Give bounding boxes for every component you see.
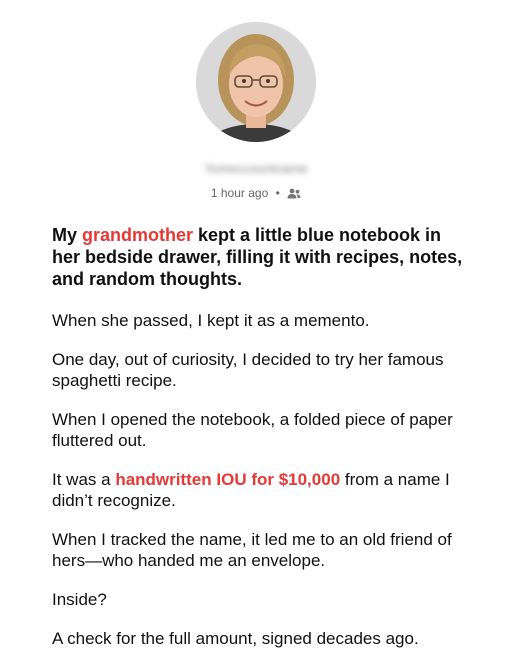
paragraph [52,469,468,511]
author-name[interactable]: Yomeccountname [204,161,308,176]
friends-icon [287,188,301,202]
post-body [52,224,468,667]
paragraph-text-start: It was a [52,470,116,489]
post-lead [52,224,468,290]
lead-text-end: kept a little blue notebook in her bedside drawer, filling it with recipes, notes, and random thoughts. [52,225,463,289]
avatar[interactable] [196,22,316,142]
iou-highlight: handwritten IOU for $10,000 [115,470,341,489]
post-time[interactable]: 1 hour ago [210,186,269,200]
paragraph-text-end: from a name I didn’t recognize. [52,470,450,510]
author-row [0,160,512,178]
paragraph: One day, out of curiosity, I decided to try her famous spaghetti recipe. [52,350,444,390]
paragraph: A check for the full amount, signed decades ago. [52,629,419,648]
lead-text-start: My [52,225,83,245]
post-meta [0,186,512,202]
profile-photo [196,22,316,142]
paragraph: Inside? [52,590,107,609]
meta-separator: • [275,186,280,200]
lead-highlight: grandmother [82,225,194,245]
paragraph: When she passed, I kept it as a memento. [52,311,370,330]
paragraph: When I tracked the name, it led me to an old friend of hers—who handed me an envelope. [52,530,452,570]
paragraph: When I opened the notebook, a folded piece of paper fluttered out. [52,410,453,450]
